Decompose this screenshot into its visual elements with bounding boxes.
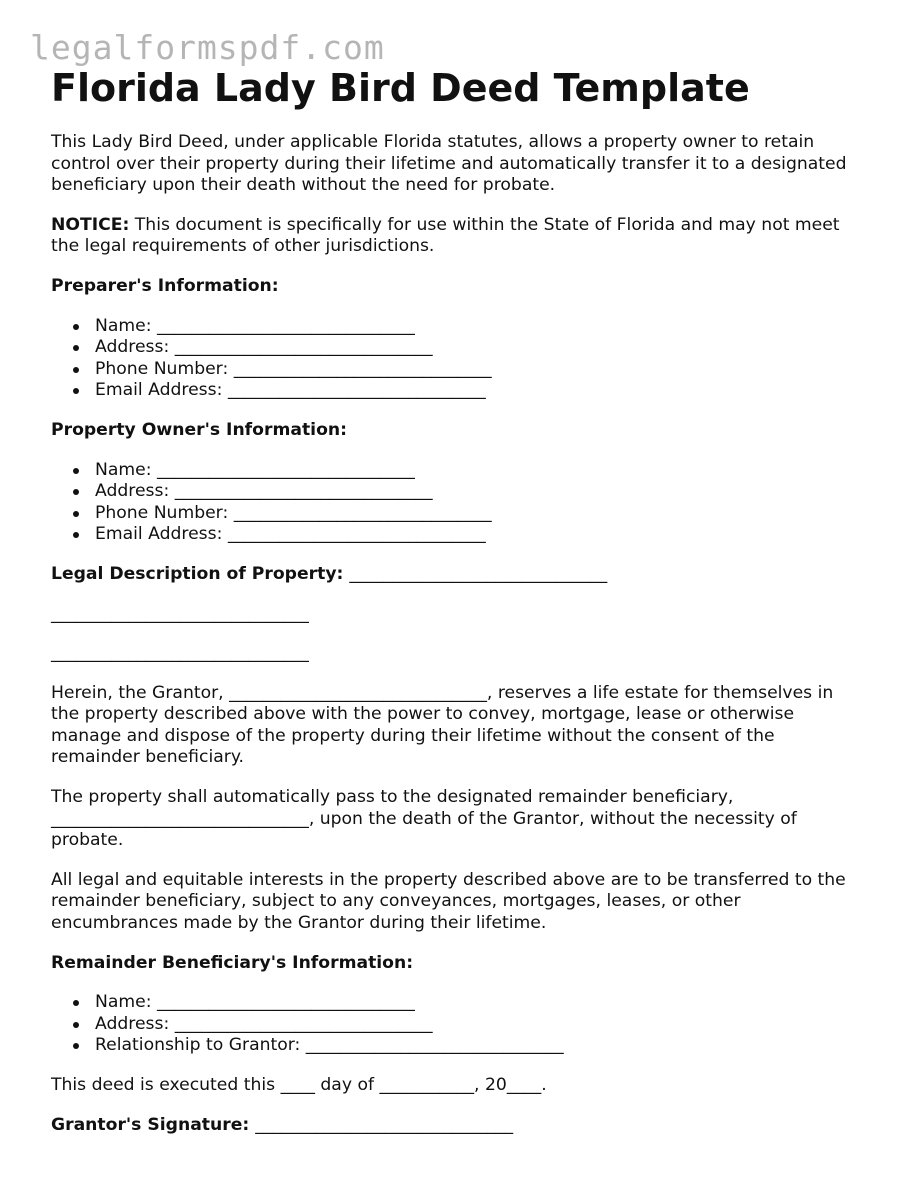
field-blank[interactable]: ______________________________ <box>233 358 492 379</box>
legal-description-label: Legal Description of Property: <box>51 563 344 584</box>
execution-line <box>51 1075 866 1097</box>
owner-email-field[interactable] <box>95 524 866 546</box>
legal-description-blank[interactable]: ______________________________ <box>349 563 608 584</box>
owner-fields <box>51 460 866 546</box>
field-blank[interactable]: ______________________________ <box>156 315 415 336</box>
grantor-signature-field[interactable] <box>51 1115 866 1137</box>
intro-paragraph: This Lady Bird Deed, under applicable Florida statutes, allows a property owner to retain control over their property during their lifetime and automatically transfer it to a designated beneficiary upon their death without the need for probate. <box>51 132 847 196</box>
field-label: Phone Number: <box>95 502 229 523</box>
field-label: Name: <box>95 992 152 1013</box>
owner-phone-field[interactable] <box>95 503 866 525</box>
field-blank[interactable]: ______________________________ <box>305 1035 564 1056</box>
legal-description-line[interactable]: ______________________________ <box>51 643 309 664</box>
beneficiary-address-field[interactable] <box>95 1014 866 1036</box>
field-label: Relationship to Grantor: <box>95 1035 301 1056</box>
grantor-text-end: , reserves a life estate for themselves in the property described above with the power to convey, mortgage, lease or otherwise manage and dispose of the property during their lifetime without the consent of the remainder beneficiary. <box>51 682 834 768</box>
execution-text: This deed is executed this <box>51 1075 281 1095</box>
field-label: Address: <box>95 481 170 502</box>
execution-text: day of <box>314 1075 380 1095</box>
field-label: Name: <box>95 459 152 480</box>
page-title: Florida Lady Bird Deed Template <box>51 66 750 110</box>
field-label: Address: <box>95 1013 170 1034</box>
preparer-phone-field[interactable] <box>95 359 866 381</box>
pass-text-end: , upon the death of the Grantor, without the necessity of probate. <box>51 808 797 851</box>
execution-day-blank[interactable]: ____ <box>280 1075 315 1095</box>
preparer-fields <box>51 316 866 402</box>
field-blank[interactable]: ______________________________ <box>156 992 415 1013</box>
field-label: Address: <box>95 337 170 358</box>
legal-description-field[interactable] <box>51 564 866 586</box>
execution-text: . <box>541 1075 547 1095</box>
field-blank[interactable]: ______________________________ <box>233 502 492 523</box>
grantor-signature-blank[interactable]: ______________________________ <box>255 1114 514 1135</box>
beneficiary-relationship-field[interactable] <box>95 1035 866 1057</box>
execution-month-blank[interactable]: ___________ <box>379 1075 475 1095</box>
owner-heading: Property Owner's Information: <box>51 419 347 440</box>
execution-year-blank[interactable]: ____ <box>506 1075 542 1095</box>
watermark: legalformspdf.com <box>30 28 385 67</box>
notice-text: This document is specifically for use within the State of Florida and may not meet the legal requirements of other jurisdictions. <box>51 214 840 257</box>
beneficiary-fields <box>51 992 866 1057</box>
field-blank[interactable]: ______________________________ <box>174 1013 433 1034</box>
owner-name-field[interactable] <box>95 460 866 482</box>
notice-label: NOTICE: <box>51 214 130 235</box>
field-label: Email Address: <box>95 524 223 545</box>
field-blank[interactable]: ______________________________ <box>174 337 433 358</box>
field-blank[interactable]: ______________________________ <box>174 481 433 502</box>
field-blank[interactable]: ______________________________ <box>227 524 486 545</box>
document-page <box>51 64 866 1136</box>
notice-paragraph <box>51 215 866 258</box>
legal-description-line[interactable]: ______________________________ <box>51 603 309 624</box>
grantor-text-start: Herein, the Grantor, <box>51 682 230 703</box>
preparer-heading: Preparer's Information: <box>51 275 279 296</box>
beneficiary-name-blank[interactable]: ______________________________ <box>51 808 309 829</box>
preparer-address-field[interactable] <box>95 337 866 359</box>
field-blank[interactable]: ______________________________ <box>227 380 486 401</box>
owner-address-field[interactable] <box>95 481 866 503</box>
field-label: Phone Number: <box>95 358 229 379</box>
field-label: Name: <box>95 315 152 336</box>
interests-paragraph: All legal and equitable interests in the property described above are to be transferred to the remainder beneficiary, subject to any conveyances, mortgages, leases, or other encumbrances made by the Grantor during their lifetime. <box>51 869 846 934</box>
execution-text: , 20 <box>474 1075 507 1095</box>
field-label: Email Address: <box>95 380 223 401</box>
preparer-name-field[interactable] <box>95 316 866 338</box>
pass-text-start: The property shall automatically pass to the designated remainder beneficiary, <box>51 787 734 808</box>
grantor-paragraph <box>51 683 866 769</box>
grantor-signature-label: Grantor's Signature: <box>51 1114 250 1135</box>
beneficiary-name-field[interactable] <box>95 992 866 1014</box>
field-blank[interactable]: ______________________________ <box>156 459 415 480</box>
pass-paragraph <box>51 787 866 852</box>
beneficiary-heading: Remainder Beneficiary's Information: <box>51 952 414 973</box>
grantor-name-blank[interactable]: ______________________________ <box>229 682 487 703</box>
preparer-email-field[interactable] <box>95 380 866 402</box>
